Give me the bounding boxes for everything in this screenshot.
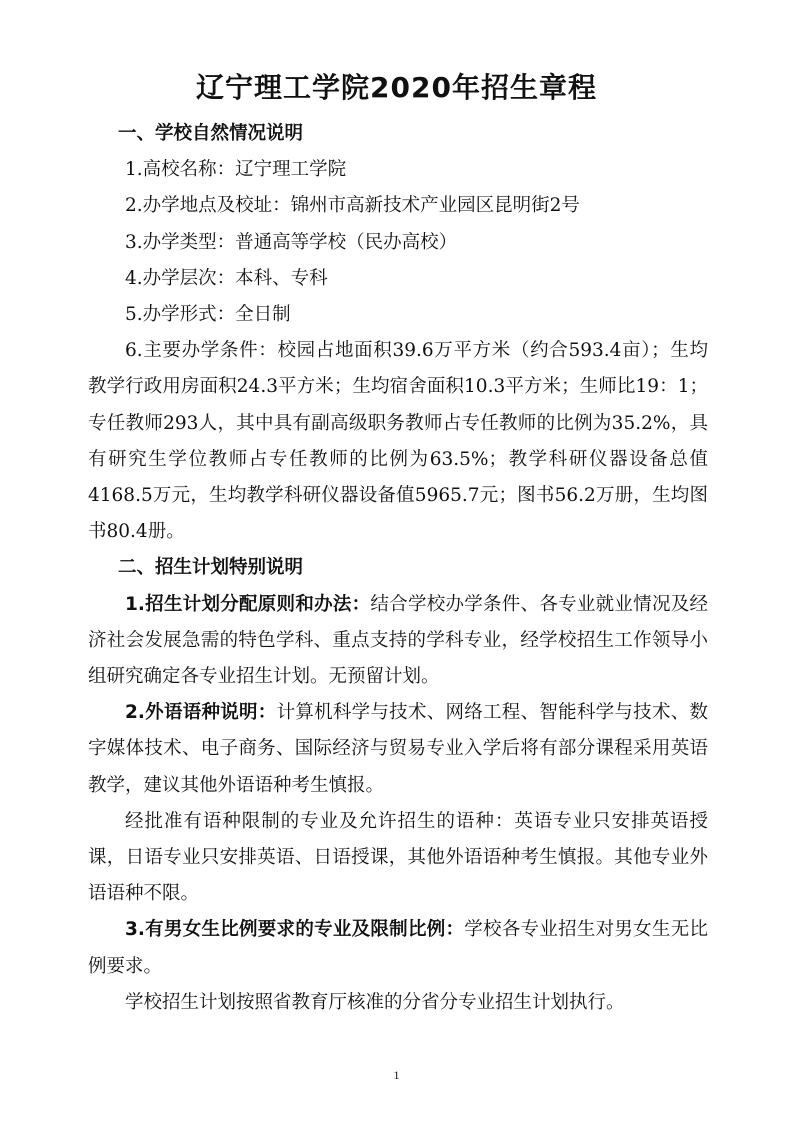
gender-ratio-label: 3.有男女生比例要求的专业及限制比例：	[125, 919, 465, 941]
section-heading-enrollment-plan: 二、招生计划特别说明	[118, 557, 304, 579]
foreign-language-paragraph	[88, 695, 708, 804]
language-restriction-paragraph: 经批准有语种限制的专业及允许招生的语种：英语专业只安排英语授课，日语专业只安排英语、日语授课，其他外语语种考生慎报。其他专业外语语种不限。	[88, 810, 708, 905]
section-heading-school-info: 一、学校自然情况说明	[118, 123, 304, 144]
school-name-item: 1.高校名称：辽宁理工学院	[125, 159, 347, 181]
document-title: 辽宁理工学院2020年招生章程	[196, 71, 597, 104]
gender-ratio-paragraph	[88, 912, 708, 984]
school-conditions-paragraph: 6.主要办学条件：校园占地面积39.6万平方米（约合593.4亩）；生均教学行政用房面积24.3平方米；生均宿舍面积10.3平方米；生师比19：1；专任教师293人，其中具有副高级职务教师占专任教师的比例为35.2%，具有研究生学位教师占专任教师的比例为63.5%；教学科研仪器设备总值4168.5万元，生均教学科研仪器设备值5965.7元；图书56.2万册，生均图书80.4册。	[88, 340, 708, 543]
document-body	[88, 116, 708, 1021]
foreign-language-text: 计算机科学与技术、网络工程、智能科学与技术、数字媒体技术、电子商务、国际经济与贸易专业入学后将有部分课程采用英语教学，建议其他外语语种考生慎报。	[88, 702, 708, 796]
school-form-item: 5.办学形式：全日制	[125, 304, 291, 326]
foreign-language-label: 2.外语语种说明：	[125, 702, 277, 724]
school-level-item: 4.办学层次：本科、专科	[125, 267, 328, 289]
allocation-principle-label: 1.招生计划分配原则和办法：	[125, 593, 371, 615]
school-type-item: 3.办学类型：普通高等学校（民办高校）	[125, 231, 458, 253]
allocation-principle-text: 结合学校办学条件、各专业就业情况及经济社会发展急需的特色学科、重点支持的学科专业，经学校招生工作领导小组研究确定各专业招生计划。无预留计划。	[88, 593, 708, 688]
allocation-principle-paragraph	[88, 587, 708, 696]
school-location-item: 2.办学地点及校址：锦州市高新技术产业园区昆明街2号	[125, 195, 580, 217]
plan-execution-paragraph: 学校招生计划按照省教育厅核准的分省分专业招生计划执行。	[125, 991, 625, 1013]
page-number: 1	[393, 1068, 400, 1082]
gender-ratio-text: 学校各专业招生对男女生无比例要求。	[88, 919, 708, 977]
